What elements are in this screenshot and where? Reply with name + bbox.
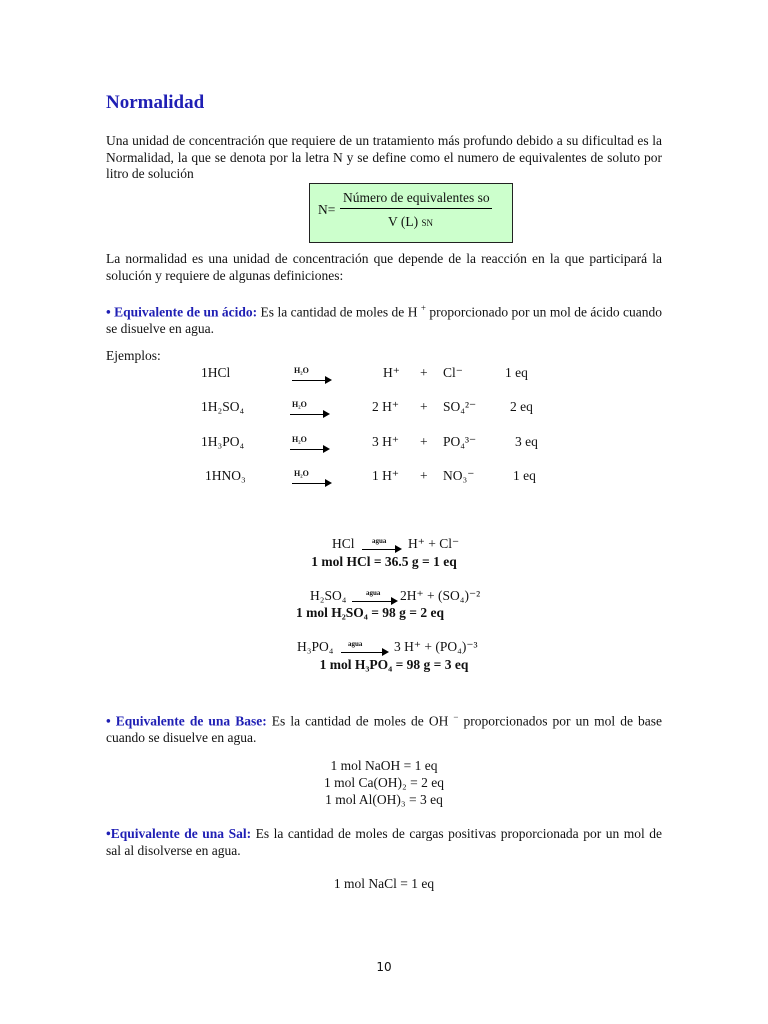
acid-definition <box>106 300 662 338</box>
page-title: Normalidad <box>106 92 205 113</box>
formula-text: H₂O <box>294 469 309 478</box>
salt-definition <box>106 826 662 859</box>
formula-text: 1 eq <box>513 468 536 483</box>
base-heading: • Equivalente de una Base: <box>106 713 267 729</box>
formula-text: + <box>420 365 428 380</box>
formula-text: H⁺ <box>383 365 400 380</box>
formula-numerator: Número de equivalentes so <box>343 190 490 205</box>
formula-text: 1HCl <box>201 365 231 380</box>
reaction-arrow <box>292 380 330 381</box>
formula-text: SO₄²⁻ <box>443 399 477 414</box>
formula-text: 2H⁺ + (SO₄)⁻² <box>400 588 481 603</box>
formula-text: + <box>420 434 428 449</box>
formula-text: Es la cantidad de moles de H <box>257 304 421 320</box>
formula-text: Es la cantidad de moles de OH <box>266 713 454 729</box>
formula-text: 1HNO₃ <box>205 468 246 483</box>
formula-text: agua <box>348 640 363 648</box>
formula-lhs: N= <box>318 202 336 217</box>
formula-text: PO₄³⁻ <box>443 434 477 449</box>
formula-text: H₂SO₄ <box>310 588 347 603</box>
reaction-arrow <box>341 652 387 653</box>
formula-text: HCl <box>332 536 355 551</box>
formula-text: H₃PO₄ <box>297 639 334 654</box>
formula-text: 1 mol HCl = 36.5 g = 1 eq <box>311 554 457 569</box>
reaction-arrow <box>362 549 400 550</box>
formula-text: Es la cantidad de moles de cargas positivas proporcionada por un mol de sal al disolverse en agua. <box>106 826 662 858</box>
formula-text: agua <box>372 537 387 545</box>
formula-text: H₂O <box>294 366 309 375</box>
formula-text: 3 H⁺ <box>372 434 399 449</box>
formula-text: proporcionados por un mol de base cuando se disuelve en agua. <box>106 713 663 745</box>
formula-text: + <box>420 399 428 414</box>
acid-heading: • Equivalente de un ácido: <box>106 304 258 320</box>
examples-label: Ejemplos: <box>106 348 161 363</box>
reaction-arrow <box>290 449 328 450</box>
formula-denominator <box>388 214 433 230</box>
reaction-arrow <box>290 414 328 415</box>
base-example: 1 mol NaOH = 1 eq <box>330 758 438 773</box>
formula-text: H⁺ + Cl⁻ <box>408 536 460 551</box>
base-example: 1 mol Ca(OH)₂ = 2 eq <box>324 775 444 790</box>
base-definition <box>106 709 662 747</box>
formula-text: 1 H⁺ <box>372 468 399 483</box>
intro-paragraph: Una unidad de concentración que requiere de un tratamiento más profundo debido a su dificultad es la Normalidad, la que se denota por la letra N y se define como el numero de equivalentes de soluto por litro de solución <box>106 133 662 181</box>
base-example: 1 mol Al(OH)₃ = 3 eq <box>325 792 443 807</box>
formula-text: 1 mol H₃PO₄ = 98 g = 3 eq <box>319 657 469 672</box>
fraction-bar <box>340 208 492 209</box>
formula-text: V (L) <box>388 214 419 229</box>
normality-formula-box <box>309 183 513 243</box>
reaction-arrow <box>292 483 330 484</box>
formula-text: agua <box>366 589 381 597</box>
formula-text: 1 mol H₂SO₄ = 98 g = 2 eq <box>296 605 444 620</box>
page-number: 10 <box>376 960 392 974</box>
formula-text: Cl⁻ <box>443 365 463 380</box>
normality-paragraph: La normalidad es una unidad de concentración que depende de la reacción en la que participará la solución y requiere de algunas definiciones: <box>106 251 662 283</box>
salt-example: 1 mol NaCl = 1 eq <box>333 876 435 891</box>
formula-text: 1H₃PO₄ <box>201 434 245 449</box>
reaction-arrow <box>352 601 396 602</box>
formula-text: proporcionado por un mol de ácido cuando se disuelve en agua. <box>106 304 663 336</box>
formula-text: SN <box>421 218 434 228</box>
salt-heading: •Equivalente de una Sal: <box>106 826 252 841</box>
formula-text: − <box>453 712 459 722</box>
formula-text: H₂O <box>292 435 307 444</box>
formula-text: 2 eq <box>510 399 533 414</box>
formula-text: 1 eq <box>505 365 528 380</box>
formula-text: 3 eq <box>515 434 538 449</box>
formula-text: 1H₂SO₄ <box>201 399 245 414</box>
formula-text: H₂O <box>292 400 307 409</box>
formula-text: NO₃⁻ <box>443 468 475 483</box>
formula-text: + <box>420 468 428 483</box>
formula-text: + <box>420 303 426 313</box>
formula-text: 3 H⁺ + (PO₄)⁻³ <box>394 639 478 654</box>
formula-text: 2 H⁺ <box>372 399 399 414</box>
